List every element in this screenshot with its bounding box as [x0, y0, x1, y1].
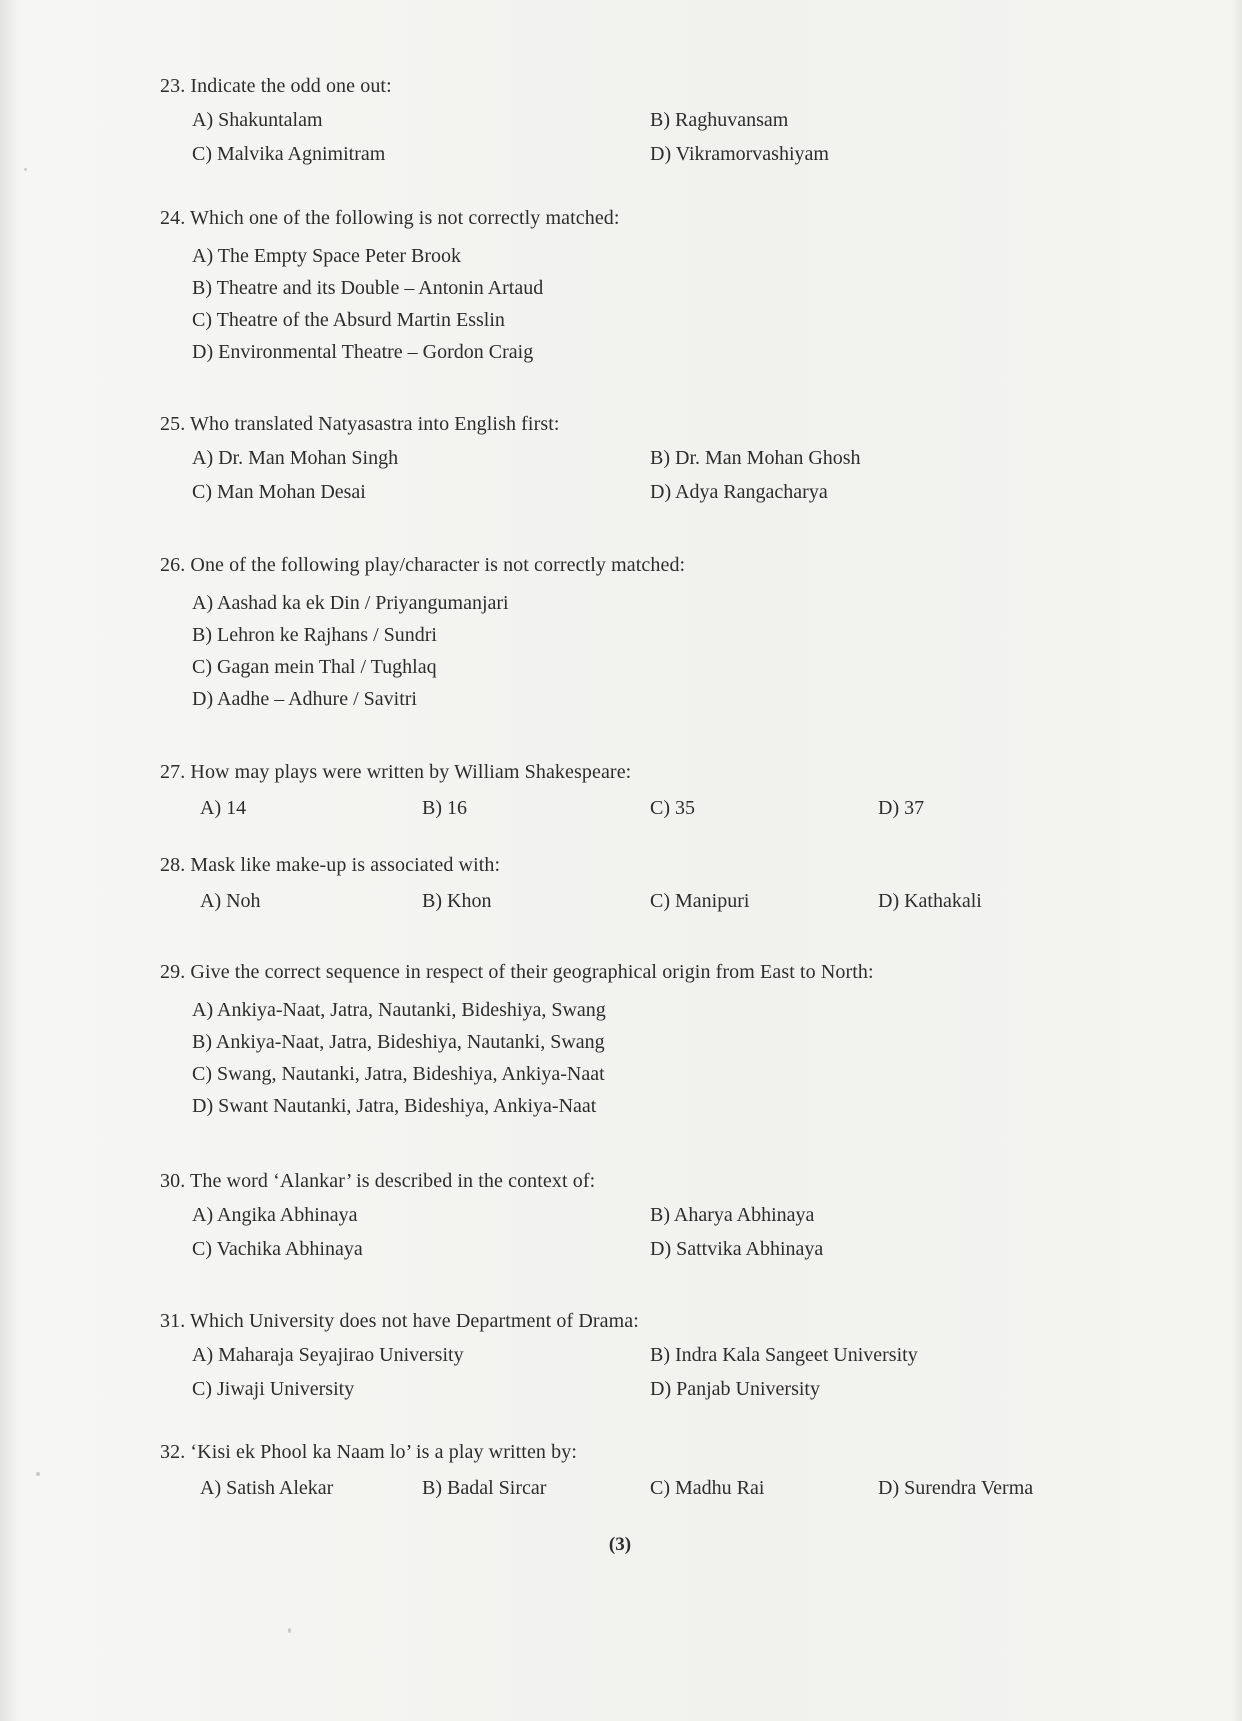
option-c: C) Man Mohan Desai [192, 481, 366, 503]
question-text: 23. Indicate the odd one out: [160, 75, 392, 97]
options [200, 887, 1120, 915]
option-b: B) Lehron ke Rajhans / Sundri [192, 624, 437, 646]
option-c: C) Manipuri [650, 890, 750, 912]
option-c: C) 35 [650, 797, 695, 819]
options [200, 1474, 1120, 1502]
option-c: C) Malvika Agnimitram [192, 143, 386, 165]
options [192, 994, 1120, 1122]
scan-shadow-right [1232, 0, 1242, 1721]
option-b: B) Ankiya-Naat, Jatra, Bideshiya, Nautanki, Swang [192, 1031, 605, 1053]
question-32 [160, 1440, 1120, 1502]
option-b: B) Dr. Man Mohan Ghosh [650, 447, 861, 469]
option-b: B) Indra Kala Sangeet University [650, 1344, 918, 1366]
options [192, 1341, 1120, 1403]
question-31 [160, 1309, 1120, 1403]
question-text: 27. How may plays were written by William Shakespeare: [160, 761, 632, 783]
option-c: C) Vachika Abhinaya [192, 1238, 363, 1260]
option-a: A) Maharaja Seyajirao University [192, 1344, 464, 1366]
question-25 [160, 412, 1120, 506]
page-number: (3) [608, 1534, 632, 1555]
option-c: C) Swang, Nautanki, Jatra, Bideshiya, Ankiya-Naat [192, 1063, 605, 1085]
option-a: A) Shakuntalam [192, 109, 323, 131]
question-text: 31. Which University does not have Department of Drama: [160, 1310, 639, 1332]
question-text: 26. One of the following play/character is not correctly matched: [160, 554, 686, 576]
question-28 [160, 853, 1120, 915]
question-text: 28. Mask like make-up is associated with: [160, 854, 501, 876]
question-text: 25. Who translated Natyasastra into English first: [160, 413, 560, 435]
question-23 [160, 74, 1120, 168]
options [192, 240, 1120, 368]
options [192, 587, 1120, 715]
option-d: D) Adya Rangacharya [650, 481, 828, 503]
option-d: D) Surendra Verma [878, 1477, 1034, 1499]
options [192, 444, 1120, 506]
options [192, 106, 1120, 168]
options [192, 1201, 1120, 1263]
question-26 [160, 553, 1120, 715]
option-c: C) Gagan mein Thal / Tughlaq [192, 656, 437, 678]
option-b: B) 16 [422, 797, 467, 819]
option-d: D) 37 [878, 797, 925, 819]
options [200, 794, 1120, 822]
option-d: D) Environmental Theatre – Gordon Craig [192, 341, 534, 363]
option-a: A) 14 [200, 797, 247, 819]
question-text: 24. Which one of the following is not correctly matched: [160, 207, 620, 229]
option-c: C) Madhu Rai [650, 1477, 765, 1499]
question-24 [160, 206, 1120, 368]
question-29 [160, 960, 1120, 1122]
option-a: A) The Empty Space Peter Brook [192, 245, 462, 267]
option-c: C) Jiwaji University [192, 1378, 355, 1400]
scan-shadow-left [0, 0, 20, 1721]
option-d: D) Sattvika Abhinaya [650, 1238, 824, 1260]
option-d: D) Panjab University [650, 1378, 820, 1400]
scan-speck [288, 1628, 291, 1633]
option-a: A) Aashad ka ek Din / Priyangumanjari [192, 592, 509, 614]
option-b: B) Theatre and its Double – Antonin Artaud [192, 277, 544, 299]
scan-speck [36, 1472, 40, 1476]
option-a: A) Ankiya-Naat, Jatra, Nautanki, Bideshiya, Swang [192, 999, 606, 1021]
option-a: A) Noh [200, 890, 261, 912]
option-a: A) Dr. Man Mohan Singh [192, 447, 399, 469]
question-text: 29. Give the correct sequence in respect of their geographical origin from East to North: [160, 961, 874, 983]
option-b: B) Aharya Abhinaya [650, 1204, 815, 1226]
option-b: B) Badal Sircar [422, 1477, 547, 1499]
question-text: 30. The word ‘Alankar’ is described in the context of: [160, 1170, 596, 1192]
option-b: B) Khon [422, 890, 492, 912]
option-a: A) Angika Abhinaya [192, 1204, 358, 1226]
question-27 [160, 760, 1120, 822]
question-text: 32. ‘Kisi ek Phool ka Naam lo’ is a play written by: [160, 1441, 577, 1463]
option-d: D) Vikramorvashiyam [650, 143, 829, 165]
option-d: D) Swant Nautanki, Jatra, Bideshiya, Ankiya-Naat [192, 1095, 597, 1117]
option-a: A) Satish Alekar [200, 1477, 334, 1499]
option-d: D) Aadhe – Adhure / Savitri [192, 688, 417, 710]
question-30 [160, 1169, 1120, 1263]
option-c: C) Theatre of the Absurd Martin Esslin [192, 309, 505, 331]
scan-speck [24, 168, 27, 171]
option-d: D) Kathakali [878, 890, 982, 912]
option-b: B) Raghuvansam [650, 109, 789, 131]
